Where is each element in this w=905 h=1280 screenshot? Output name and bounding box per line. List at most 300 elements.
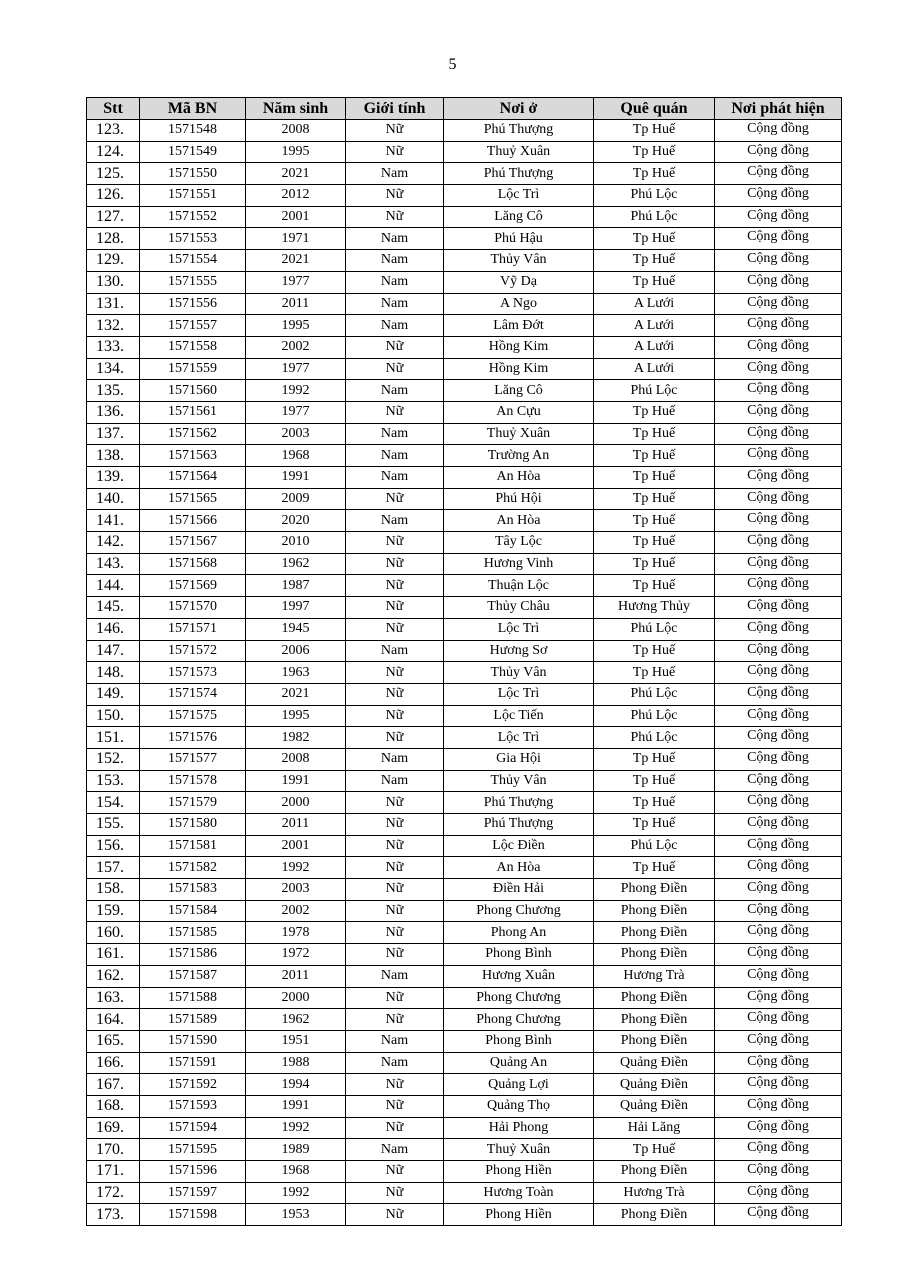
stt-cell: 146. [87,618,140,640]
patient-code-cell: 1571593 [140,1095,246,1117]
hometown-cell: Tp Huế [594,423,715,445]
header-residence: Nơi ở [444,98,594,120]
gender-cell: Nữ [346,922,444,944]
detection-place-cell: Cộng đồng [715,748,842,770]
residence-cell: Điền Hải [444,879,594,901]
birth-year-cell: 1995 [246,315,346,337]
detection-place-cell: Cộng đồng [715,141,842,163]
birth-year-cell: 2008 [246,120,346,142]
hometown-cell: Phú Lộc [594,683,715,705]
gender-cell: Nam [346,445,444,467]
birth-year-cell: 2003 [246,423,346,445]
stt-cell: 125. [87,163,140,185]
residence-cell: Phong Bình [444,1030,594,1052]
gender-cell: Nữ [346,1074,444,1096]
hometown-cell: Phú Lộc [594,380,715,402]
stt-cell: 171. [87,1161,140,1183]
patient-code-cell: 1571595 [140,1139,246,1161]
stt-cell: 137. [87,423,140,445]
stt-cell: 130. [87,271,140,293]
hometown-cell: Tp Huế [594,228,715,250]
table-row [87,792,842,814]
patient-code-cell: 1571594 [140,1117,246,1139]
stt-cell: 168. [87,1095,140,1117]
detection-place-cell: Cộng đồng [715,770,842,792]
birth-year-cell: 2010 [246,532,346,554]
hometown-cell: Phú Lộc [594,206,715,228]
birth-year-cell: 2003 [246,879,346,901]
residence-cell: Phú Thượng [444,792,594,814]
table-row [87,575,842,597]
hometown-cell: Tp Huế [594,857,715,879]
birth-year-cell: 2009 [246,488,346,510]
detection-place-cell: Cộng đồng [715,1182,842,1204]
patient-code-cell: 1571597 [140,1182,246,1204]
header-hometown: Quê quán [594,98,715,120]
birth-year-cell: 1972 [246,944,346,966]
stt-cell: 161. [87,944,140,966]
detection-place-cell: Cộng đồng [715,683,842,705]
birth-year-cell: 1994 [246,1074,346,1096]
stt-cell: 126. [87,185,140,207]
gender-cell: Nữ [346,1161,444,1183]
patient-code-cell: 1571567 [140,532,246,554]
patient-code-cell: 1571572 [140,640,246,662]
residence-cell: Hương Sơ [444,640,594,662]
stt-cell: 151. [87,727,140,749]
hometown-cell: Quảng Điền [594,1052,715,1074]
birth-year-cell: 1995 [246,141,346,163]
birth-year-cell: 2011 [246,293,346,315]
hometown-cell: Tp Huế [594,250,715,272]
header-detection-place: Nơi phát hiện [715,98,842,120]
hometown-cell: Tp Huế [594,770,715,792]
residence-cell: Phú Hội [444,488,594,510]
hometown-cell: Phong Điền [594,1030,715,1052]
patient-code-cell: 1571591 [140,1052,246,1074]
residence-cell: A Ngo [444,293,594,315]
stt-cell: 166. [87,1052,140,1074]
residence-cell: Phú Hậu [444,228,594,250]
patient-code-cell: 1571550 [140,163,246,185]
birth-year-cell: 1971 [246,228,346,250]
hometown-cell: Phong Điền [594,1161,715,1183]
stt-cell: 162. [87,965,140,987]
hometown-cell: Phong Điền [594,879,715,901]
residence-cell: Thuỷ Xuân [444,423,594,445]
patient-code-cell: 1571579 [140,792,246,814]
table-row [87,553,842,575]
table-row [87,445,842,467]
table-row [87,705,842,727]
header-stt: Stt [87,98,140,120]
patient-code-cell: 1571590 [140,1030,246,1052]
detection-place-cell: Cộng đồng [715,358,842,380]
hometown-cell: Quảng Điền [594,1074,715,1096]
residence-cell: Thủy Vân [444,250,594,272]
hometown-cell: A Lưới [594,293,715,315]
detection-place-cell: Cộng đồng [715,532,842,554]
hometown-cell: Tp Huế [594,141,715,163]
hometown-cell: A Lưới [594,358,715,380]
detection-place-cell: Cộng đồng [715,987,842,1009]
residence-cell: An Hòa [444,510,594,532]
residence-cell: Thủy Vân [444,662,594,684]
stt-cell: 156. [87,835,140,857]
residence-cell: An Hòa [444,467,594,489]
gender-cell: Nữ [346,987,444,1009]
header-gender: Giới tính [346,98,444,120]
stt-cell: 139. [87,467,140,489]
patient-code-cell: 1571561 [140,401,246,423]
detection-place-cell: Cộng đồng [715,922,842,944]
residence-cell: Phong Hiền [444,1161,594,1183]
detection-place-cell: Cộng đồng [715,1117,842,1139]
birth-year-cell: 1992 [246,1182,346,1204]
gender-cell: Nữ [346,120,444,142]
gender-cell: Nam [346,271,444,293]
stt-cell: 167. [87,1074,140,1096]
patient-code-cell: 1571569 [140,575,246,597]
hometown-cell: Phong Điền [594,944,715,966]
birth-year-cell: 1953 [246,1204,346,1226]
stt-cell: 152. [87,748,140,770]
detection-place-cell: Cộng đồng [715,900,842,922]
detection-place-cell: Cộng đồng [715,510,842,532]
birth-year-cell: 2001 [246,206,346,228]
stt-cell: 153. [87,770,140,792]
residence-cell: Tây Lộc [444,532,594,554]
birth-year-cell: 2008 [246,748,346,770]
hometown-cell: Tp Huế [594,575,715,597]
table-row [87,618,842,640]
hometown-cell: Phong Điền [594,922,715,944]
birth-year-cell: 1968 [246,445,346,467]
table-row [87,922,842,944]
table-row [87,1204,842,1226]
gender-cell: Nữ [346,618,444,640]
birth-year-cell: 1978 [246,922,346,944]
patient-code-cell: 1571554 [140,250,246,272]
detection-place-cell: Cộng đồng [715,640,842,662]
detection-place-cell: Cộng đồng [715,293,842,315]
patient-code-cell: 1571588 [140,987,246,1009]
gender-cell: Nam [346,293,444,315]
detection-place-cell: Cộng đồng [715,965,842,987]
stt-cell: 160. [87,922,140,944]
gender-cell: Nữ [346,597,444,619]
stt-cell: 138. [87,445,140,467]
birth-year-cell: 1945 [246,618,346,640]
stt-cell: 169. [87,1117,140,1139]
patient-code-cell: 1571583 [140,879,246,901]
stt-cell: 150. [87,705,140,727]
stt-cell: 170. [87,1139,140,1161]
hometown-cell: Phong Điền [594,1009,715,1031]
patient-code-cell: 1571575 [140,705,246,727]
detection-place-cell: Cộng đồng [715,1052,842,1074]
gender-cell: Nam [346,163,444,185]
birth-year-cell: 1988 [246,1052,346,1074]
patient-code-cell: 1571585 [140,922,246,944]
residence-cell: Lộc Trì [444,618,594,640]
stt-cell: 147. [87,640,140,662]
table-row [87,336,842,358]
gender-cell: Nam [346,467,444,489]
gender-cell: Nam [346,250,444,272]
birth-year-cell: 1991 [246,1095,346,1117]
table-row [87,1095,842,1117]
hometown-cell: Hương Thủy [594,597,715,619]
gender-cell: Nữ [346,1117,444,1139]
gender-cell: Nữ [346,835,444,857]
birth-year-cell: 1962 [246,553,346,575]
residence-cell: Lăng Cô [444,206,594,228]
detection-place-cell: Cộng đồng [715,250,842,272]
stt-cell: 128. [87,228,140,250]
residence-cell: Phong Chương [444,900,594,922]
residence-cell: Thủy Vân [444,770,594,792]
birth-year-cell: 1962 [246,1009,346,1031]
residence-cell: Phú Thượng [444,120,594,142]
detection-place-cell: Cộng đồng [715,944,842,966]
table-row [87,250,842,272]
gender-cell: Nữ [346,944,444,966]
table-row [87,315,842,337]
hometown-cell: Tp Huế [594,814,715,836]
birth-year-cell: 1997 [246,597,346,619]
table-row [87,640,842,662]
stt-cell: 129. [87,250,140,272]
detection-place-cell: Cộng đồng [715,597,842,619]
stt-cell: 144. [87,575,140,597]
stt-cell: 143. [87,553,140,575]
detection-place-cell: Cộng đồng [715,1161,842,1183]
table-row [87,662,842,684]
gender-cell: Nữ [346,401,444,423]
gender-cell: Nữ [346,532,444,554]
stt-cell: 132. [87,315,140,337]
detection-place-cell: Cộng đồng [715,553,842,575]
birth-year-cell: 1995 [246,705,346,727]
gender-cell: Nữ [346,141,444,163]
table-row [87,965,842,987]
hometown-cell: Tp Huế [594,792,715,814]
gender-cell: Nam [346,748,444,770]
stt-cell: 172. [87,1182,140,1204]
stt-cell: 135. [87,380,140,402]
detection-place-cell: Cộng đồng [715,1095,842,1117]
stt-cell: 164. [87,1009,140,1031]
hometown-cell: Phong Điền [594,987,715,1009]
residence-cell: Hải Phong [444,1117,594,1139]
table-row [87,185,842,207]
birth-year-cell: 2001 [246,835,346,857]
table-row [87,228,842,250]
gender-cell: Nam [346,965,444,987]
residence-cell: Lộc Trì [444,185,594,207]
patient-code-cell: 1571553 [140,228,246,250]
gender-cell: Nam [346,228,444,250]
table-row [87,206,842,228]
table-row [87,401,842,423]
residence-cell: Hương Toàn [444,1182,594,1204]
birth-year-cell: 2000 [246,792,346,814]
hometown-cell: Tp Huế [594,640,715,662]
residence-cell: Quảng Thọ [444,1095,594,1117]
stt-cell: 157. [87,857,140,879]
patient-code-cell: 1571581 [140,835,246,857]
table-row [87,879,842,901]
table-header-row [87,98,842,120]
detection-place-cell: Cộng đồng [715,467,842,489]
birth-year-cell: 1987 [246,575,346,597]
table-row [87,163,842,185]
stt-cell: 127. [87,206,140,228]
patient-table [86,97,842,1226]
hometown-cell: Phú Lộc [594,705,715,727]
hometown-cell: Tp Huế [594,271,715,293]
patient-code-cell: 1571565 [140,488,246,510]
table-row [87,467,842,489]
table-row [87,423,842,445]
detection-place-cell: Cộng đồng [715,575,842,597]
detection-place-cell: Cộng đồng [715,315,842,337]
residence-cell: Lộc Tiến [444,705,594,727]
detection-place-cell: Cộng đồng [715,206,842,228]
patient-code-cell: 1571551 [140,185,246,207]
stt-cell: 141. [87,510,140,532]
hometown-cell: Hương Trà [594,1182,715,1204]
table-row [87,1182,842,1204]
detection-place-cell: Cộng đồng [715,336,842,358]
table-row [87,141,842,163]
patient-code-cell: 1571596 [140,1161,246,1183]
residence-cell: Phong Hiền [444,1204,594,1226]
birth-year-cell: 1992 [246,380,346,402]
detection-place-cell: Cộng đồng [715,185,842,207]
table-row [87,835,842,857]
detection-place-cell: Cộng đồng [715,727,842,749]
stt-cell: 124. [87,141,140,163]
patient-code-cell: 1571548 [140,120,246,142]
residence-cell: Thủy Châu [444,597,594,619]
gender-cell: Nữ [346,575,444,597]
patient-code-cell: 1571598 [140,1204,246,1226]
patient-code-cell: 1571549 [140,141,246,163]
gender-cell: Nữ [346,814,444,836]
patient-code-cell: 1571559 [140,358,246,380]
detection-place-cell: Cộng đồng [715,835,842,857]
hometown-cell: Phú Lộc [594,727,715,749]
gender-cell: Nữ [346,1095,444,1117]
birth-year-cell: 2006 [246,640,346,662]
gender-cell: Nữ [346,705,444,727]
detection-place-cell: Cộng đồng [715,401,842,423]
hometown-cell: Phong Điền [594,1204,715,1226]
table-row [87,271,842,293]
table-row [87,944,842,966]
gender-cell: Nam [346,770,444,792]
table-row [87,293,842,315]
birth-year-cell: 2012 [246,185,346,207]
patient-code-cell: 1571560 [140,380,246,402]
birth-year-cell: 2020 [246,510,346,532]
residence-cell: Lăng Cô [444,380,594,402]
hometown-cell: Tp Huế [594,510,715,532]
hometown-cell: Tp Huế [594,401,715,423]
hometown-cell: Hải Lăng [594,1117,715,1139]
patient-code-cell: 1571573 [140,662,246,684]
table-row [87,1074,842,1096]
residence-cell: Hồng Kim [444,336,594,358]
hometown-cell: Quảng Điền [594,1095,715,1117]
birth-year-cell: 2021 [246,250,346,272]
hometown-cell: Tp Huế [594,532,715,554]
birth-year-cell: 1977 [246,358,346,380]
table-row [87,727,842,749]
residence-cell: Phong Bình [444,944,594,966]
detection-place-cell: Cộng đồng [715,228,842,250]
table-row [87,1117,842,1139]
header-patient-code: Mã BN [140,98,246,120]
patient-code-cell: 1571566 [140,510,246,532]
table-row [87,987,842,1009]
table-row [87,1161,842,1183]
detection-place-cell: Cộng đồng [715,618,842,640]
hometown-cell: Tp Huế [594,662,715,684]
stt-cell: 136. [87,401,140,423]
patient-code-cell: 1571555 [140,271,246,293]
table-row [87,380,842,402]
residence-cell: Thuỷ Xuân [444,1139,594,1161]
patient-code-cell: 1571589 [140,1009,246,1031]
patient-code-cell: 1571568 [140,553,246,575]
table-row [87,597,842,619]
patient-code-cell: 1571563 [140,445,246,467]
patient-code-cell: 1571576 [140,727,246,749]
detection-place-cell: Cộng đồng [715,445,842,467]
birth-year-cell: 2000 [246,987,346,1009]
residence-cell: Quảng Lợi [444,1074,594,1096]
gender-cell: Nam [346,640,444,662]
gender-cell: Nữ [346,727,444,749]
birth-year-cell: 1951 [246,1030,346,1052]
stt-cell: 140. [87,488,140,510]
detection-place-cell: Cộng đồng [715,814,842,836]
stt-cell: 159. [87,900,140,922]
patient-code-cell: 1571592 [140,1074,246,1096]
gender-cell: Nữ [346,900,444,922]
birth-year-cell: 1977 [246,271,346,293]
detection-place-cell: Cộng đồng [715,1074,842,1096]
gender-cell: Nữ [346,336,444,358]
table-row [87,683,842,705]
detection-place-cell: Cộng đồng [715,1009,842,1031]
patient-code-cell: 1571556 [140,293,246,315]
stt-cell: 131. [87,293,140,315]
detection-place-cell: Cộng đồng [715,662,842,684]
patient-code-cell: 1571582 [140,857,246,879]
detection-place-cell: Cộng đồng [715,120,842,142]
gender-cell: Nữ [346,857,444,879]
gender-cell: Nữ [346,1182,444,1204]
detection-place-cell: Cộng đồng [715,1030,842,1052]
birth-year-cell: 2002 [246,336,346,358]
stt-cell: 149. [87,683,140,705]
hometown-cell: Tp Huế [594,748,715,770]
hometown-cell: Tp Huế [594,467,715,489]
